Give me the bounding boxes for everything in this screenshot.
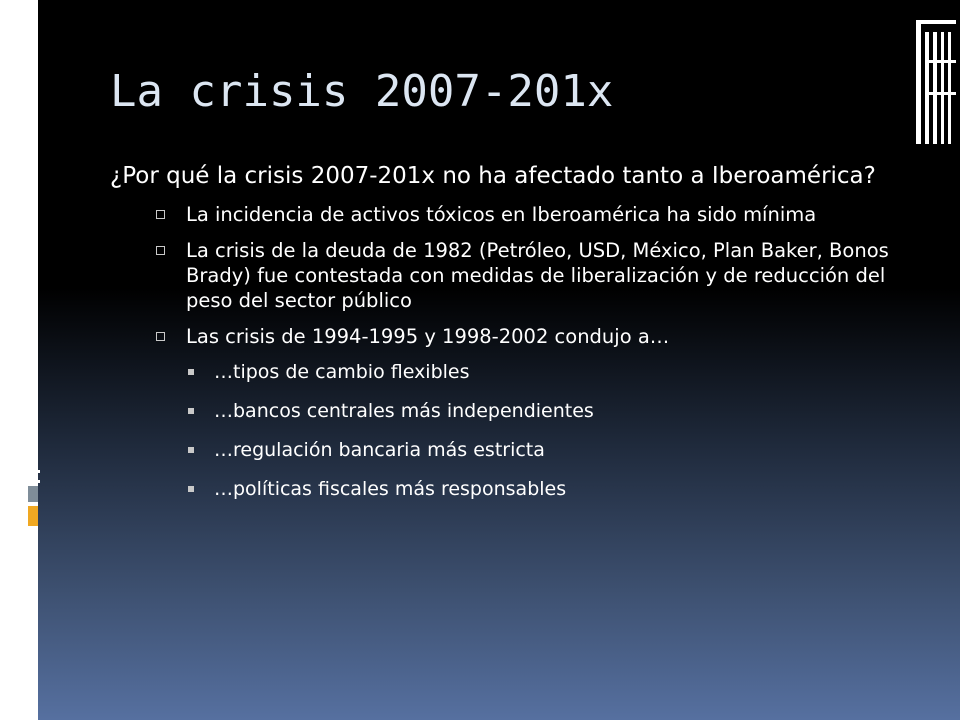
- sub-bullet-item: [110, 438, 910, 463]
- square-bullet-icon: [156, 332, 165, 341]
- bullet-item: [110, 238, 910, 313]
- filled-square-bullet-icon: [188, 369, 194, 375]
- sub-bullet-item: [110, 360, 910, 385]
- sub-bullet-text: …tipos de cambio flexibles: [214, 361, 470, 383]
- square-bullet-icon: [156, 210, 165, 219]
- bullet-item: [110, 324, 910, 349]
- slide-content: [110, 160, 910, 516]
- bullet-item: [110, 202, 910, 227]
- filled-square-bullet-icon: [188, 408, 194, 414]
- sub-bullet-text: …políticas fiscales más responsables: [214, 478, 567, 500]
- filled-square-bullet-icon: [188, 486, 194, 492]
- lead-question: ¿Por qué la crisis 2007-201x no ha afectado tanto a Iberoamérica?: [110, 163, 876, 189]
- bullet-text: La crisis de la deuda de 1982 (Petróleo, USD, México, Plan Baker, Bonos Brady) fue contestada con medidas de liberalización y de reducción del peso del sector público: [186, 239, 889, 312]
- top-right-decoration: [912, 0, 960, 160]
- left-accent-decoration: [26, 470, 40, 720]
- bullet-text: Las crisis de 1994-1995 y 1998-2002 condujo a…: [186, 325, 670, 348]
- filled-square-bullet-icon: [188, 447, 194, 453]
- slide-title: La crisis 2007-201x: [110, 66, 614, 117]
- square-bullet-icon: [156, 246, 165, 255]
- sub-bullet-text: …bancos centrales más independientes: [214, 400, 594, 422]
- sub-bullet-item: [110, 399, 910, 424]
- sub-bullet-item: [110, 477, 910, 502]
- sub-bullet-text: …regulación bancaria más estricta: [214, 439, 545, 461]
- bullet-text: La incidencia de activos tóxicos en Iberoamérica ha sido mínima: [186, 203, 817, 226]
